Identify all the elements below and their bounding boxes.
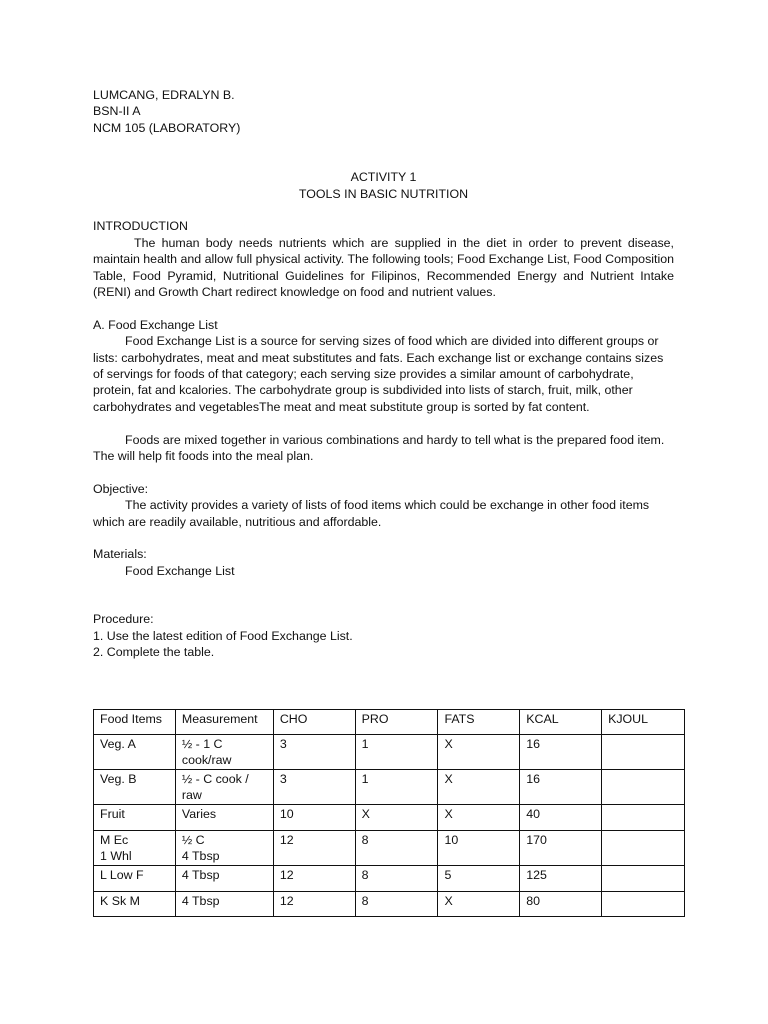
- objective-heading: Objective:: [93, 481, 149, 496]
- student-name: LUMCANG, EDRALYN B.: [93, 88, 235, 102]
- measurement-cell: ½ C 4 Tbsp: [175, 831, 273, 866]
- procedure-step-2: 2. Complete the table.: [93, 645, 215, 660]
- table-row: [94, 805, 685, 831]
- introduction-body: The human body needs nutrients which are supplied in the diet in order to prevent disease, maintain health and allow full physical activity. The following tools; Food Exchange List, Food Composition Table, Food Pyramid, Nutritional Guidelines for Filipinos, Recommended Energy and Nutrient Intake (RENI) and Growth Chart redirect knowledge on food and nutrient values.: [93, 235, 674, 300]
- pro-cell: 8: [355, 892, 438, 917]
- measurement-cell: ½ - 1 C cook/raw: [175, 735, 273, 770]
- kjoul-cell: [602, 770, 685, 805]
- food-item-cell: Veg. B: [94, 770, 176, 805]
- kjoul-cell: [602, 805, 685, 831]
- section-a-paragraph-2: Foods are mixed together in various combinations and hardy to tell what is the prepared food item. The will help fit foods into the meal plan.: [93, 432, 665, 464]
- cho-cell: 12: [273, 831, 355, 866]
- table-row: [94, 770, 685, 805]
- cho-cell: 3: [273, 735, 355, 770]
- measurement-cell: Varies: [175, 805, 273, 831]
- pro-cell: 1: [355, 770, 438, 805]
- food-item-cell: K Sk M: [94, 892, 176, 917]
- introduction-heading: INTRODUCTION: [93, 219, 188, 234]
- fats-cell: X: [438, 892, 520, 917]
- kcal-cell: 16: [520, 770, 602, 805]
- header-cell: KJOUL: [602, 710, 685, 735]
- measurement-cell: ½ - C cook / raw: [175, 770, 273, 805]
- procedure-step-1: 1. Use the latest edition of Food Exchange List.: [93, 628, 353, 643]
- fats-cell: 5: [438, 866, 520, 892]
- header-cell: Measurement: [175, 710, 273, 735]
- table-row: [94, 866, 685, 892]
- pro-cell: 8: [355, 866, 438, 892]
- header-cell: KCAL: [520, 710, 602, 735]
- header-cell: Food Items: [94, 710, 176, 735]
- fats-cell: 10: [438, 831, 520, 866]
- student-section: BSN-II A: [93, 104, 141, 119]
- kjoul-cell: [602, 866, 685, 892]
- food-exchange-table: [93, 709, 685, 917]
- fats-cell: X: [438, 735, 520, 770]
- cho-cell: 3: [273, 770, 355, 805]
- pro-cell: 8: [355, 831, 438, 866]
- document-page: [93, 87, 674, 661]
- kjoul-cell: [602, 892, 685, 917]
- measurement-cell: 4 Tbsp: [175, 866, 273, 892]
- activity-title: ACTIVITY 1: [350, 170, 417, 185]
- kcal-cell: 80: [520, 892, 602, 917]
- kjoul-cell: [602, 735, 685, 770]
- student-header: [93, 87, 674, 136]
- cho-cell: 12: [273, 892, 355, 917]
- materials-item: Food Exchange List: [125, 563, 235, 578]
- table-row: [94, 831, 685, 866]
- fats-cell: X: [438, 805, 520, 831]
- food-item-cell: M Ec 1 Whl: [94, 831, 176, 866]
- food-item-cell: Fruit: [94, 805, 176, 831]
- header-cell: PRO: [355, 710, 438, 735]
- cho-cell: 12: [273, 866, 355, 892]
- table-header-row: [94, 710, 685, 735]
- table-row: [94, 735, 685, 770]
- food-item-cell: Veg. A: [94, 735, 176, 770]
- procedure-heading: Procedure:: [93, 612, 154, 627]
- kcal-cell: 16: [520, 735, 602, 770]
- objective-body: The activity provides a variety of lists of food items which could be exchange in other food items which are readily available, nutritious and affordable.: [93, 498, 650, 529]
- kjoul-cell: [602, 831, 685, 866]
- kcal-cell: 170: [520, 831, 602, 866]
- measurement-cell: 4 Tbsp: [175, 892, 273, 917]
- kcal-cell: 125: [520, 866, 602, 892]
- materials-heading: Materials:: [93, 547, 147, 562]
- header-cell: FATS: [438, 710, 520, 735]
- table-row: [94, 892, 685, 917]
- cho-cell: 10: [273, 805, 355, 831]
- header-cell: CHO: [273, 710, 355, 735]
- pro-cell: 1: [355, 735, 438, 770]
- kcal-cell: 40: [520, 805, 602, 831]
- food-item-cell: L Low F: [94, 866, 176, 892]
- pro-cell: X: [355, 805, 438, 831]
- section-a-heading: A. Food Exchange List: [93, 317, 218, 332]
- course-name: NCM 105 (LABORATORY): [93, 120, 241, 135]
- activity-subtitle: TOOLS IN BASIC NUTRITION: [298, 186, 469, 201]
- fats-cell: X: [438, 770, 520, 805]
- section-a-paragraph-1: Food Exchange List is a source for serving sizes of food which are divided into different groups or lists: carbohydrates, meat and meat substitutes and fats. Each exchange list or exchange contains sizes of servings for foods of that category; each serving size provides a similar amount of carbohydrate, protein, fat and kcalories. The carbohydrate group is subdivided into lists of starch, fruit, milk, other carbohydrates and vegetablesThe meat and meat substitute group is sorted by fat content.: [93, 334, 664, 414]
